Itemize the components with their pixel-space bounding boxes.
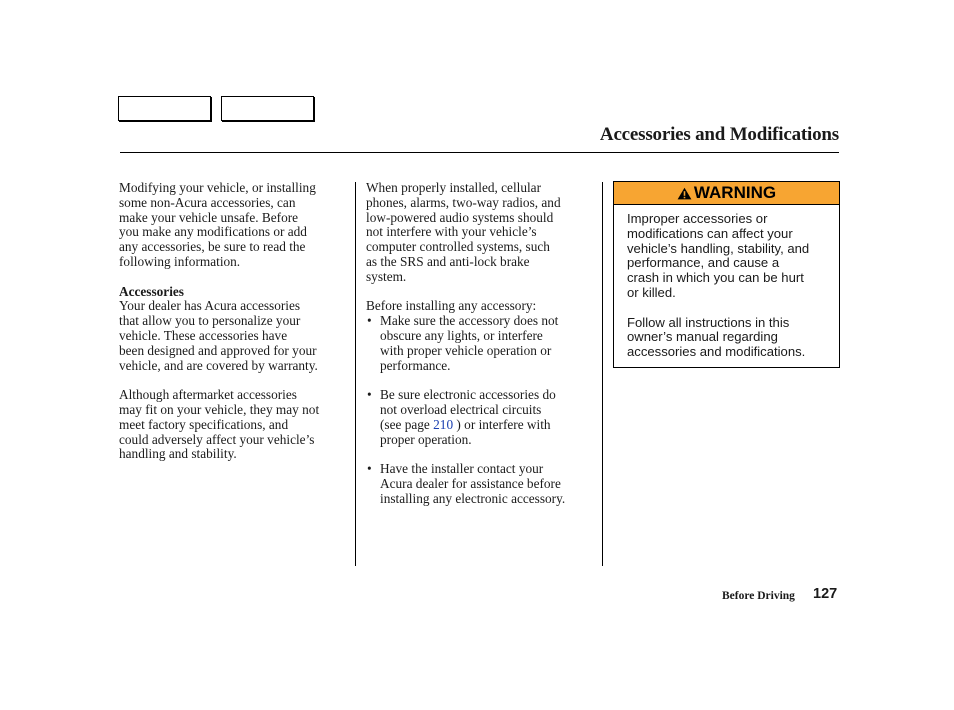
column-middle	[366, 181, 598, 521]
warning-triangle-icon	[677, 187, 692, 200]
bullet-mark: •	[367, 387, 372, 403]
list-item	[366, 314, 598, 373]
accessories-section	[119, 285, 351, 374]
nav-button-2[interactable]	[221, 96, 314, 121]
page-title: Accessories and Modifications	[599, 124, 839, 145]
warning-label: WARNING	[693, 183, 777, 202]
list-item	[366, 388, 598, 447]
bullet-mark: •	[367, 461, 372, 477]
list-item-text-post: ) or interfere with proper operation.	[380, 416, 551, 447]
header-rule	[120, 152, 839, 153]
list-item-text	[380, 388, 556, 447]
warning-body	[614, 205, 839, 360]
warning-box	[613, 181, 840, 368]
list-item-text: Make sure the accessory does not obscure any lights, or interfere with proper vehicle operation or performance.	[380, 313, 559, 373]
before-installing-intro: Before installing any accessory:	[366, 298, 537, 314]
installation-paragraph: When properly installed, cellular phones, alarms, two-way radios, and low-powered audio systems should not interfere with your vehicle’s computer controlled systems, such as the SRS and anti-lock brake system.	[366, 180, 561, 284]
page-reference-link[interactable]: 210	[433, 416, 454, 432]
warning-text-2: Follow all instructions in this owner’s manual regarding accessories and modifications.	[627, 314, 806, 360]
aftermarket-paragraph: Although aftermarket accessories may fit on your vehicle, they may not meet factory specifications, and could adversely affect your vehicle’s handling and stability.	[119, 387, 320, 462]
warning-text-1: Improper accessories or modifications can affect your vehicle’s handling, stability, and performance, and cause a crash in which you can be hurt or killed.	[627, 211, 810, 300]
column-divider-2	[602, 182, 603, 566]
list-item-text-pre: Be sure electronic accessories do not overload electrical circuits (see page	[380, 387, 556, 432]
section-heading-accessories: Accessories	[119, 283, 184, 299]
column-divider-1	[355, 182, 356, 566]
warning-header	[614, 182, 839, 205]
list-item-text: Have the installer contact your Acura dealer for assistance before installing any electronic accessory.	[380, 461, 566, 506]
column-left	[119, 181, 351, 477]
nav-button-1[interactable]	[118, 96, 211, 121]
bullet-mark: •	[367, 313, 372, 329]
page-number: 127	[813, 586, 838, 602]
intro-paragraph: Modifying your vehicle, or installing some non-Acura accessories, can make your vehicle unsafe. Before you make any modifications or add any accessories, be sure to read the following information.	[119, 180, 316, 269]
list-item	[366, 462, 598, 506]
accessories-paragraph: Your dealer has Acura accessories that allow you to personalize your vehicle. These accessories have been designed and approved for your vehicle, and are covered by warranty.	[119, 298, 318, 373]
section-label: Before Driving	[722, 590, 795, 602]
